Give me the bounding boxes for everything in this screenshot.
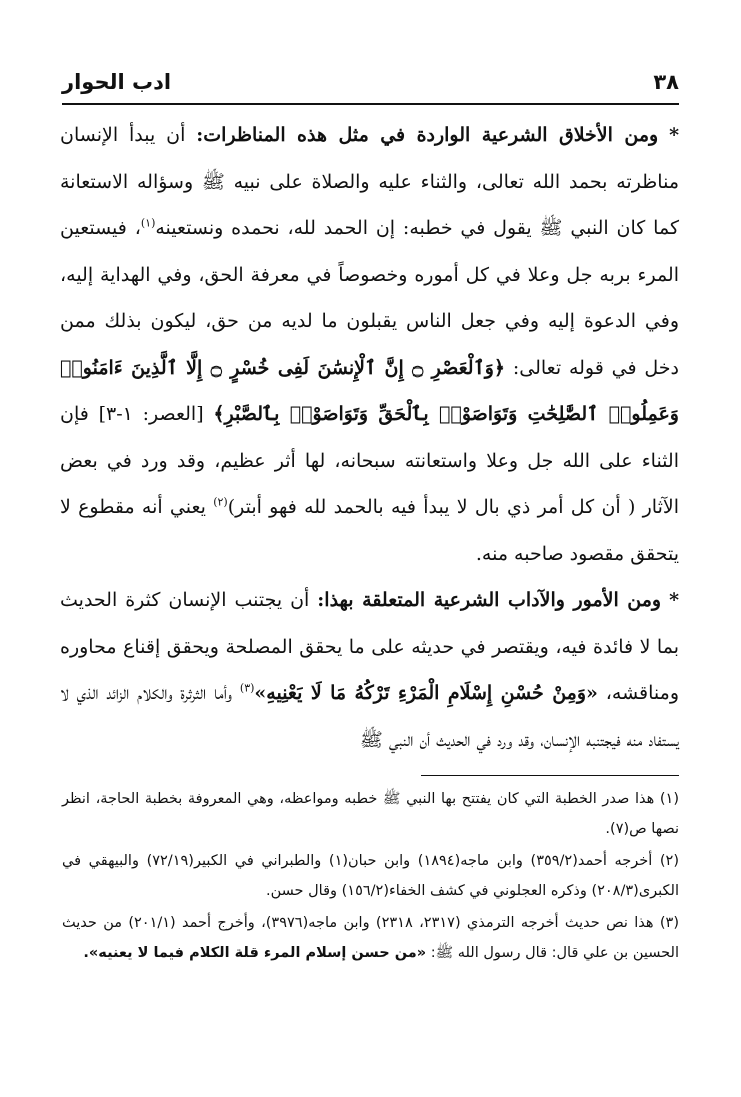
page-number: ٣٨ [653,70,679,94]
footnote-text: هذا نص حديث أخرجه الترمذي (٢٣١٧، ٢٣١٨) وابن ماجه(٣٩٧٦)، وأخرج أحمد (٢٠١/١) من حديث الحسين بن علي قال: قال رسول الله ﷺ: [62,915,679,961]
footnotes [62,784,679,970]
footnote-ref-2: (٢) [213,495,228,509]
paragraph-1-text-d: يعني أنه مقطوع لا يتحقق مقصود صاحبه منه. [60,496,679,565]
footnote-marker: (٢) [659,853,679,869]
paragraph-1 [60,112,679,577]
asterisk-bullet: * [669,589,679,611]
footnote-3 [62,908,679,968]
footnote-2 [62,846,679,906]
quran-reference: [العصر: ١-٣] [98,403,214,425]
footnote-marker: (٣) [659,915,679,931]
paragraph-1-text-b: ، فيستعين المرء بربه جل وعلا في كل أموره وخصوصاً في معرفة الحق، وفي الهداية إليه، وفي الدعوة إليه وفي جعل الناس يقبلون ما لديه من حق، ليكون بذلك ممن دخل في قوله تعالى: [60,217,679,379]
paragraph-2-text-a: أن يجتنب الإنسان كثرة الحديث بما لا فائدة فيه، ويقتصر في حديثه على ما يحقق المصلحة ويحقق إقناع محاوره ومناقشه، [60,589,679,704]
paragraph-2-text-b: وأما الثرثرة والكلام الزائد الذي لا يستفاد منه فيجتنبه الإنسان، وقد ورد في الحديث أن النبي ﷺ [60,682,679,751]
footnote-text: هذا صدر الخطبة التي كان يفتتح بها النبي ﷺ خطبه ومواعظه، وهي المعروفة بخطبة الحاجة، انظر نصها ص(٧). [62,791,679,837]
footnote-marker: (١) [659,791,679,807]
paragraph-1-heading: ومن الأخلاق الشرعية الواردة في مثل هذه المناظرات: [196,124,659,146]
asterisk-bullet: * [669,124,680,146]
footnote-ref-1: (١) [140,216,156,230]
paragraph-2 [60,577,679,763]
running-title: ادب الحوار [62,70,172,94]
footnote-divider [421,775,679,776]
paragraph-2-heading: ومن الأمور والآداب الشرعية المتعلقة بهذا: [317,589,662,611]
quran-verse: ﴿وَٱلْعَصْرِ ۝ إِنَّ ٱلْإِنسَٰنَ لَفِى خُسْرٍ ۝ إِلَّا ٱلَّذِينَ ءَامَنُوا۟ وَعَمِلُوا۟ ٱلصَّٰلِحَٰتِ وَتَوَاصَوْا۟ بِٱلْحَقِّ وَتَوَاصَوْا۟ بِٱلصَّبْرِ﴾ [60,356,679,425]
footnote-ref-3: (٣) [239,681,255,695]
paragraph-1-text-a: أن يبدأ الإنسان مناظرته بحمد الله تعالى، والثناء عليه والصلاة على نبيه ﷺ وسؤاله الاستعانة كما كان النبي ﷺ يقول في خطبه: إن الحمد لله، نحمده ونستعينه [60,124,679,239]
footnote-hadith: «من حسن إسلام المرء قلة الكلام فيما لا يعنيه». [83,945,427,961]
main-text [60,112,679,763]
page-header [62,64,679,100]
header-divider [62,103,679,105]
footnote-1 [62,784,679,844]
hadith-quote: «وَمِنْ حُسْنِ إِسْلَامِ الْمَرْءِ تَرْكُهُ مَا لَا يَعْنِيهِ» [254,682,598,704]
footnote-text: أخرجه أحمد(٣٥٩/٢) وابن ماجه(١٨٩٤) وابن حبان(١) والطبراني في الكبير(٧٢/١٩) والبيهقي في الكبرى(٢٠٨/٣) وذكره العجلوني في كشف الخفاء(١٥٦/٢) وقال حسن. [62,853,679,899]
paragraph-1-text-c: فإن الثناء على الله جل وعلا واستعانته سبحانه، لها أثر عظيم، وقد ورد في بعض الآثار ( أن كل أمر ذي بال لا يبدأ فيه بالحمد لله فهو أبتر) [60,403,679,518]
